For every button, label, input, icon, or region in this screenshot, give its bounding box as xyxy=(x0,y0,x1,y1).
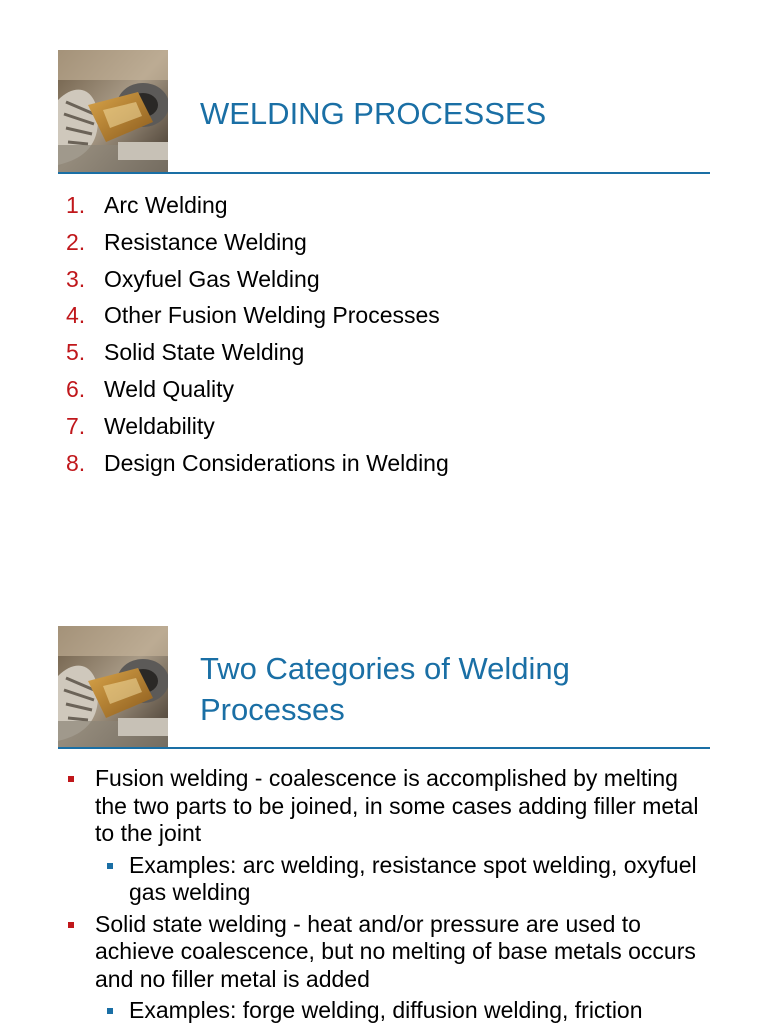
slide-two-categories xyxy=(0,620,768,1024)
list-item xyxy=(66,408,449,445)
item-text: Solid State Welding xyxy=(104,339,305,366)
list-item xyxy=(66,261,449,298)
item-number: 3. xyxy=(66,265,86,292)
item-number: 1. xyxy=(66,192,86,218)
item-number: 5. xyxy=(66,339,86,366)
slide-title: Two Categories of Welding Processes xyxy=(200,651,570,727)
bullet-text: Solid state welding - heat and/or pressure are used to achieve coalescence, but no melting of base metals occurs and no filler metal is added xyxy=(95,910,696,992)
item-number: 4. xyxy=(66,302,86,329)
square-bullet-icon xyxy=(68,776,74,782)
sub-list xyxy=(95,852,716,907)
list-item xyxy=(66,334,449,371)
process-list xyxy=(66,187,449,481)
bullet-text: Fusion welding - coalescence is accomplished by melting the two parts to be joined, in some cases adding filler metal to the joint xyxy=(95,765,699,846)
item-text: Resistance Welding xyxy=(104,228,307,255)
item-number: 2. xyxy=(66,228,86,255)
sub-list xyxy=(95,997,716,1025)
category-list xyxy=(66,765,716,1029)
sub-list-item xyxy=(95,852,716,907)
list-item xyxy=(66,445,449,482)
list-item xyxy=(66,765,716,907)
list-item xyxy=(66,224,449,261)
item-number: 6. xyxy=(66,375,86,402)
item-number: 7. xyxy=(66,412,86,439)
title-divider xyxy=(58,172,710,174)
sub-bullet-text: Examples: forge welding, diffusion welding, friction xyxy=(129,997,643,1023)
sub-bullet-text: Examples: arc welding, resistance spot welding, oxyfuel gas welding xyxy=(129,851,697,905)
square-bullet-icon xyxy=(107,1008,113,1014)
list-item xyxy=(66,187,449,224)
item-text: Design Considerations in Welding xyxy=(104,449,449,476)
item-text: Weld Quality xyxy=(104,375,234,402)
list-item xyxy=(66,911,716,1025)
item-number: 8. xyxy=(66,449,86,476)
item-text: Weldability xyxy=(104,412,215,439)
machined-part-photo xyxy=(58,626,168,748)
title-divider xyxy=(58,747,710,749)
slide-title: WELDING PROCESSES xyxy=(200,96,547,131)
item-text: Other Fusion Welding Processes xyxy=(104,302,440,329)
sub-list-item xyxy=(95,997,716,1025)
item-text: Arc Welding xyxy=(104,192,228,218)
list-item xyxy=(66,297,449,334)
square-bullet-icon xyxy=(107,863,113,869)
item-text: Oxyfuel Gas Welding xyxy=(104,265,320,292)
list-item xyxy=(66,371,449,408)
machined-part-photo xyxy=(58,50,168,172)
square-bullet-icon xyxy=(68,922,74,928)
